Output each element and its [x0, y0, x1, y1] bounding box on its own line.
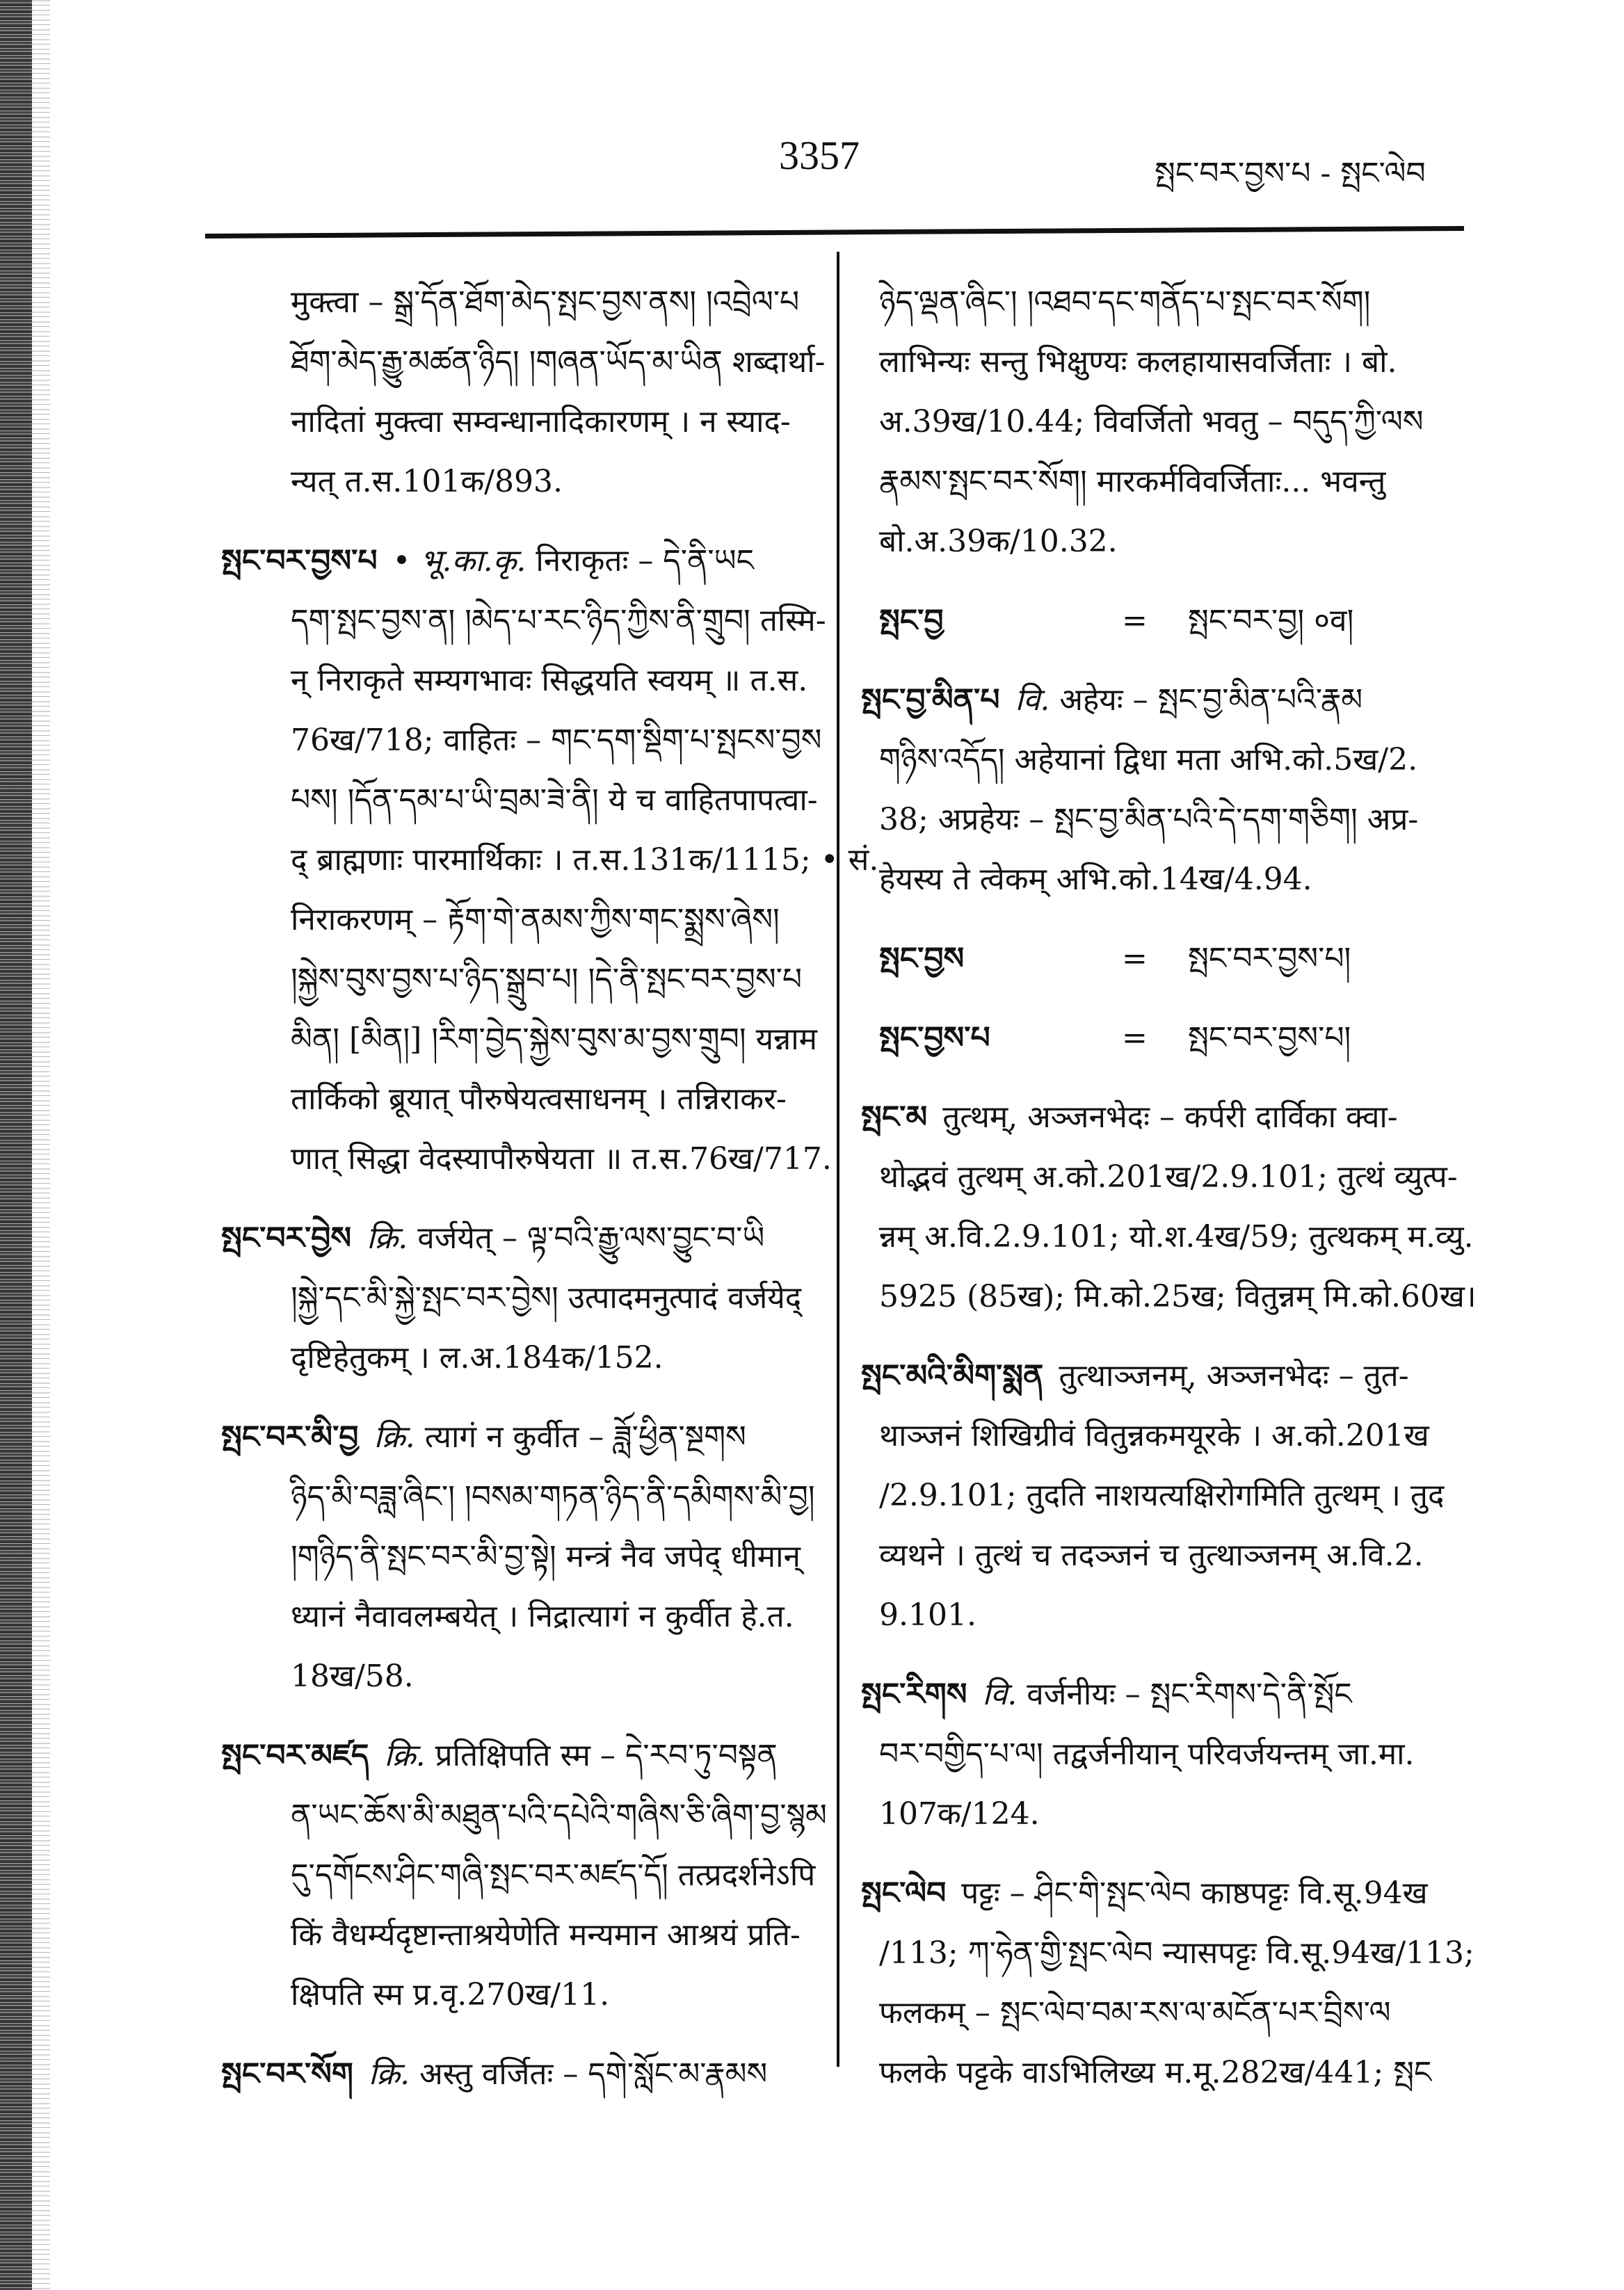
entry-line: लाभिन्यः सन्तु भिक्षुण्यः कलहायासवर्जिताः । बो. [879, 344, 1397, 380]
part-of-speech: क्रि. [368, 2056, 410, 2092]
definition-text: त्यागं न कुर्वीत – ཟློ་ཕྱིན་སྔགས [424, 1419, 746, 1455]
dictionary-entry [221, 1726, 827, 2025]
entry-line: ཐོག་མེད་རྒྱུ་མཚན་ཉིད། །གཞན་ཡོད་མ་ཡིན शब्दार्था- [291, 344, 826, 380]
entry-line: न्यत् त.स.101क/893. [291, 464, 563, 499]
entry-line: बो.अ.39क/10.32. [879, 524, 1118, 559]
dictionary-entry [221, 1408, 815, 1707]
entry-first-line [861, 1088, 1466, 1147]
entry-line: །གཉིད་ནི་སྤང་བར་མི་བྱ་སྟེ། मन्त्रं नैव जपेद् धीमान् [291, 1539, 801, 1574]
dictionary-entry [221, 531, 879, 1189]
dictionary-entry [861, 1008, 1466, 1068]
definition-text: अस्तु वर्जितः – དགེ་སློང་མ་རྣམས [419, 2056, 768, 2092]
headword: སྤང་མའི་མིག་སྨན [861, 1358, 1044, 1394]
dictionary-entry [861, 1864, 1474, 2103]
headword: སྤང་མ [861, 1099, 928, 1135]
equals-sign: = [1122, 941, 1148, 976]
entry-line: नादितां मुक्त्वा सम्वन्धानादिकारणम् । न स्याद- [291, 404, 791, 440]
entry-first-line [221, 1726, 805, 1786]
part-of-speech: क्रि. [373, 1419, 415, 1455]
headword: སྤང་བྱ [879, 603, 944, 638]
entry-line: दृष्टिहेतुकम् । ल.अ.184क/152. [291, 1340, 664, 1376]
dictionary-entry [861, 1665, 1466, 1844]
cross-reference-target: སྤང་བར་བྱས་པ། [1188, 1020, 1351, 1056]
entry-line: གཉིས་འདོད། अहेयानां द्विधा मता अभि.को.5ख/2. [879, 742, 1418, 777]
part-of-speech: • भू.का.कृ. [392, 543, 526, 579]
page-number: 3357 [779, 133, 860, 178]
equals-sign: = [1122, 603, 1148, 638]
definition-text: पट्टः – ཤིང་གི་སྤང་ལེབ काष्ठपट्टः वि.सू.94ख [961, 1876, 1428, 1911]
entry-first-line [861, 1864, 1466, 1924]
entry-line: པས། །དོན་དམ་པ་ཡི་བྲམ་ཟེ་ནི། ये च वाहितपापत्वा- [291, 782, 818, 818]
headword: སྤང་བར་སོག [221, 2056, 353, 2092]
headword: སྤང་ལེབ [861, 1876, 947, 1911]
cross-reference-line [861, 591, 1466, 651]
entry-first-line [221, 1209, 805, 1268]
dictionary-entry [221, 273, 826, 512]
dictionary-entry [861, 1088, 1477, 1327]
entry-first-line [861, 670, 1466, 730]
entry-line: मुक्त्वा – སྒྲ་དོན་ཐོག་མེད་སྤང་བྱས་ནས། །འབྲེལ་པ [291, 284, 800, 320]
definition-text: निराकृतः – དེ་ནི་ཡང [536, 543, 754, 579]
entry-line: अ.39ख/10.44; विवर्जितो भवतु – བདུད་ཀྱི་ལས [879, 404, 1424, 440]
cross-reference-target: སྤང་བར་བྱ། ०व། [1188, 603, 1354, 638]
part-of-speech: वि. [1015, 682, 1050, 718]
definition-text: वर्जयेत् – ལྟ་བའི་རྒྱུ་ལས་བྱུང་བ་ཡི [417, 1220, 765, 1256]
dictionary-entry [861, 591, 1466, 651]
entry-line: थाञ्जनं शिखिग्रीवं वितुन्नकमयूरके । अ.को.201ख [879, 1418, 1429, 1453]
dictionary-entry [861, 670, 1466, 910]
header-rule [205, 226, 1464, 239]
entry-line: थोद्भवं तुत्थम् अ.को.201ख/2.9.101; तुत्थं व्युत्प- [879, 1159, 1458, 1195]
headword: སྤང་བྱ་མིན་པ [861, 682, 1000, 718]
headword: སྤང་བར་བྱེས [221, 1220, 352, 1256]
entry-first-line [221, 2045, 805, 2104]
headword: སྤང་བར་མཛད [221, 1738, 369, 1773]
scan-binding-edge [0, 0, 32, 2290]
running-head: སྤང་བར་བྱས་པ - སྤང་ལེབ [1155, 156, 1426, 191]
right-column [861, 273, 1477, 2103]
definition-text: अहेयः – སྤང་བྱ་མིན་པའི་རྣམ [1059, 682, 1363, 718]
entry-line: དུ་དགོངས་ཤིང་གཞི་སྤང་བར་མཛད་དོ། तत्प्रदर्शनेऽपि [291, 1857, 816, 1893]
left-column [221, 273, 879, 2104]
entry-line: /2.9.101; तुदति नाशयत्यक्षिरोगमिति तुत्थम् । तुद [879, 1478, 1445, 1513]
entry-line: ཉེད་ལྡན་ཞིང་། །འཐབ་དང་གནོད་པ་སྤང་བར་སོག། [879, 284, 1371, 320]
scan-binding-shadow [32, 0, 50, 2290]
definition-text: तुत्थम्, अञ्जनभेदः – कर्परी दार्विका क्वा- [942, 1099, 1398, 1135]
dictionary-entry [861, 1346, 1466, 1645]
dictionary-entry [221, 1209, 805, 1388]
entry-first-line [861, 1665, 1466, 1725]
entry-line: क्षिपति स्म प्र.वृ.270ख/11. [291, 1977, 610, 2013]
entry-line: །སྐྱེས་བུས་བྱས་པ་ཉིད་སྒྲུབ་པ། །དེ་ནི་སྤང་བར་བྱས་པ [291, 962, 803, 997]
definition-text: वर्जनीयः – སྤང་རིགས་དེ་ནི་སྤོང [1027, 1677, 1352, 1712]
entry-line: 5925 (85ख); मि.को.25ख; वितुन्नम् मि.को.60ख। [879, 1279, 1477, 1314]
headword: སྤང་རིགས [861, 1677, 967, 1712]
entry-line: །སྐྱེ་དང་མི་སྐྱེ་སྤང་བར་བྱེས། उत्पादमनुत्पादं वर्जयेद् [291, 1280, 802, 1316]
headword: སྤང་བྱས [879, 941, 965, 976]
entry-line: /113; ཀ་ཧེན་གྱི་སྤང་ལེབ न्यासपट्टः वि.सू.94ख/113; [879, 1935, 1474, 1971]
entry-line: མིན། [མིན།] །རིག་བྱེད་སྐྱེས་བུས་མ་བྱས་གྲུབ། यन्नाम [291, 1022, 817, 1057]
entry-line: དག་སྤང་བྱས་ན། །མེད་པ་རང་ཉིད་ཀྱིས་ནི་གྲུབ། तस्मि- [291, 603, 826, 638]
cross-reference-line [861, 929, 1466, 989]
entry-line: ཉིད་མི་བཟླ་ཞིང་། །བསམ་གཏན་ཉིད་ནི་དམིགས་མི་བྱ། [291, 1479, 815, 1515]
entry-line: फलकम् – སྤང་ལེབ་བམ་རས་ལ་མངོན་པར་བྲིས་ལ [879, 1995, 1391, 2031]
entry-line: 9.101. [879, 1597, 976, 1633]
entry-line: णात् सिद्धा वेदस्यापौरुषेयता ॥ त.स.76ख/717. [291, 1141, 832, 1177]
column-divider [837, 252, 839, 2067]
entry-line: 107क/124. [879, 1796, 1040, 1832]
entry-line: བར་བགྱིད་པ་ལ། तद्वर्जनीयान् परिवर्जयन्तम् जा.मा. [879, 1736, 1415, 1772]
entry-line: व्यथने । तुत्थं च तदञ्जनं च तुत्थाञ्जनम् अ.वि.2. [879, 1538, 1424, 1573]
definition-text: तुत्थाञ्जनम्, अञ्जनभेदः – तुत- [1059, 1358, 1409, 1394]
entry-line: न् निराकृते सम्यगभावः सिद्धयति स्वयम् ॥ त.स. [291, 663, 808, 698]
part-of-speech: क्रि. [384, 1738, 426, 1773]
entry-line: 76ख/718; वाहितः – གང་དག་སྡིག་པ་སྤངས་བྱས [291, 723, 822, 758]
headword: སྤང་བར་བྱས་པ [221, 543, 378, 579]
entry-line: किं वैधर्म्यदृष्टान्ताश्रयेणेति मन्यमान आश्रयं प्रति- [291, 1917, 801, 1953]
headword: སྤང་བྱས་པ [879, 1020, 990, 1056]
entry-line: ན་ཡང་ཆོས་མི་མཐུན་པའི་དཔེའི་གཞིས་ཅི་ཞིག་བྱ་སྙམ [291, 1798, 827, 1833]
dictionary-entry [861, 273, 1466, 572]
entry-line: རྣམས་སྤང་བར་སོག། मारकर्मविवर्जिताः... भवन्तु [879, 464, 1386, 499]
entry-first-line [861, 1346, 1466, 1406]
dictionary-entry [221, 2045, 805, 2104]
cross-reference-line [861, 1008, 1466, 1068]
entry-line: 38; अप्रहेयः – སྤང་བྱ་མིན་པའི་དེ་དག་གཅིག། अप्र- [879, 802, 1419, 837]
part-of-speech: क्रि. [367, 1220, 408, 1256]
entry-line: हेयस्य ते त्वेकम् अभि.को.14ख/4.94. [879, 862, 1312, 897]
dictionary-entry [861, 929, 1466, 989]
equals-sign: = [1122, 1020, 1148, 1056]
entry-line: न्नम् अ.वि.2.9.101; यो.श.4ख/59; तुत्थकम् म.व्यु. [879, 1219, 1474, 1255]
entry-line: ध्यानं नैवावलम्बयेत् । निद्रात्यागं न कुर्वीत हे.त. [291, 1599, 794, 1634]
entry-first-line [221, 531, 805, 591]
entry-line: 18ख/58. [291, 1659, 414, 1694]
entry-line: द् ब्राह्मणाः पारमार्थिकाः । त.स.131क/1115; • सं. [291, 842, 879, 878]
entry-line: तार्किको ब्रूयात् पौरुषेयत्वसाधनम् । तन्निराकर- [291, 1081, 787, 1117]
headword: སྤང་བར་མི་བྱ [221, 1419, 359, 1455]
entry-first-line [221, 1408, 805, 1467]
definition-text: प्रतिक्षिपति स्म – དེ་རབ་ཏུ་བསྟན [435, 1738, 778, 1773]
entry-line: निराकरणम् – རྟོག་གེ་ནམས་ཀྱིས་གང་སྨྲས་ཞེས། [291, 902, 780, 937]
part-of-speech: वि. [982, 1677, 1018, 1712]
entry-line: फलके पट्टके वाऽभिलिख्य म.मू.282ख/441; སྤང [879, 2055, 1432, 2090]
cross-reference-target: སྤང་བར་བྱས་པ། [1188, 941, 1351, 976]
